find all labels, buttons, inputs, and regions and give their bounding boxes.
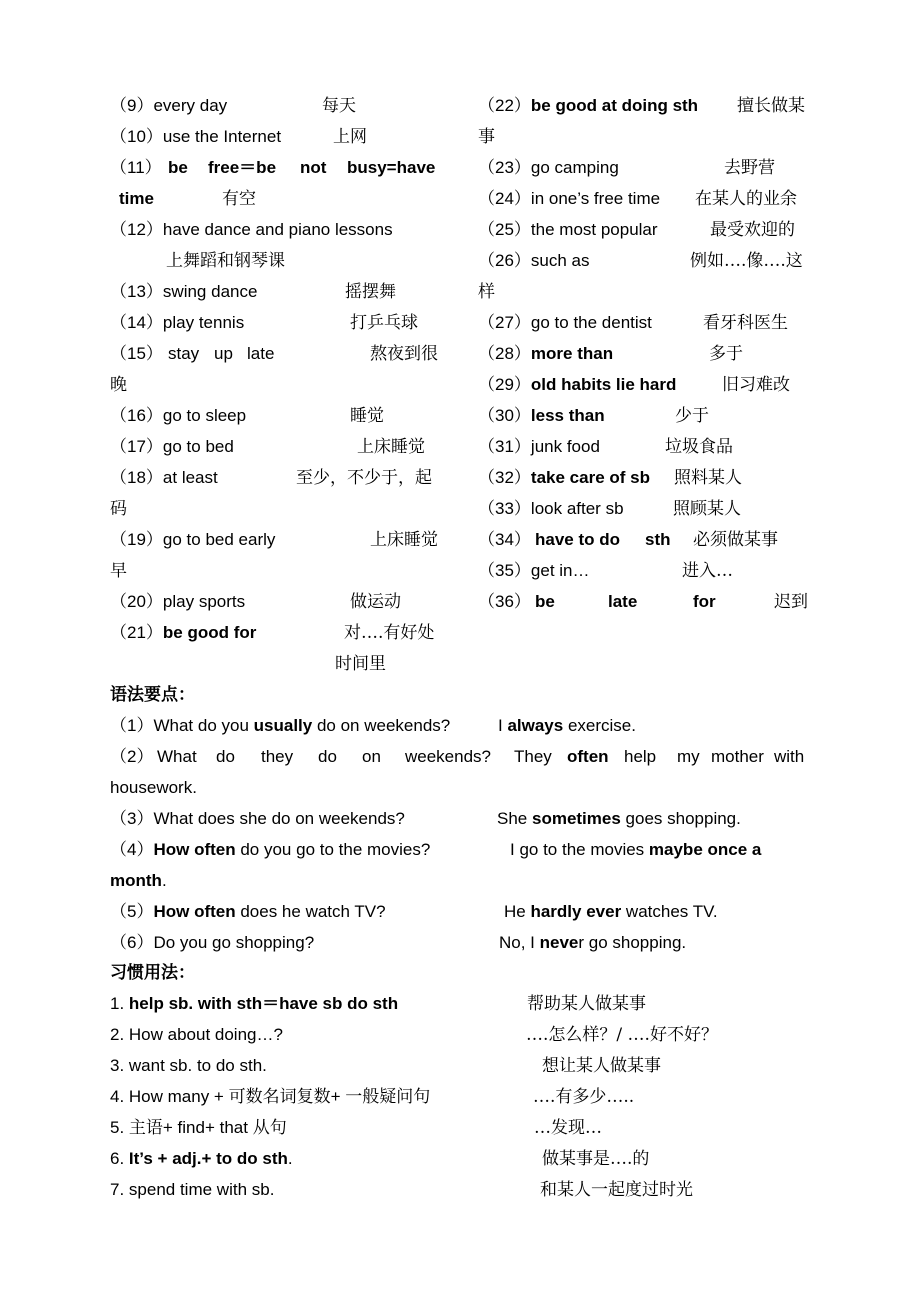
usage-en: . (287, 1149, 293, 1168)
phrase-zh: 上床睡觉 (370, 530, 438, 550)
usage-en: want sb. to do sth. (128, 1056, 267, 1075)
a-text: exercise. (563, 716, 636, 735)
q-word: they (261, 747, 294, 766)
phrase-en: go camping (530, 158, 619, 177)
item-number: （2） (110, 747, 154, 766)
phrase-en: such as (530, 251, 590, 270)
q-text: do on weekends? (312, 716, 451, 735)
phrase-zh-cont: 事 (478, 127, 495, 147)
phrase-zh: 多于 (709, 344, 743, 364)
phrase-en: take care of sb (530, 468, 650, 487)
phrase-zh: 上床睡觉 (357, 437, 425, 457)
vocab-item (478, 530, 531, 550)
phrase-en: the most popular (530, 220, 658, 239)
phrase-zh: 每天 (322, 96, 356, 116)
item-number: （21） (110, 623, 163, 642)
phrase-en-word: up (214, 344, 233, 363)
item-number: 7. (110, 1180, 129, 1199)
usage-en: help sb. with sth＝have sb do sth (128, 994, 399, 1013)
item-number: （10） (110, 127, 163, 146)
phrase-en: old habits lie hard (530, 375, 677, 394)
phrase-en-word: be (168, 158, 188, 177)
a-bold: sometimes (531, 809, 621, 828)
item-number: （25） (478, 220, 531, 239)
a-text: r go shopping. (578, 933, 687, 952)
usage-en: How about doing…? (128, 1025, 283, 1044)
phrase-zh-cont: 早 (110, 561, 127, 581)
usage-zh: 和某人一起度过时光 (540, 1180, 693, 1200)
item-number: （16） (110, 406, 163, 425)
a-text: No, I (499, 933, 540, 952)
phrase-zh: 熬夜到很 (370, 344, 438, 364)
item-number: （4） (110, 840, 154, 859)
phrase-zh: 旧习难改 (722, 375, 790, 395)
item-number: 6. (110, 1149, 129, 1168)
vocab-item (478, 344, 613, 364)
item-number: （19） (110, 530, 163, 549)
item-number: （14） (110, 313, 163, 332)
phrase-zh: 对….有好处 (344, 623, 435, 643)
phrase-en: at least (162, 468, 218, 487)
a-text: He (504, 902, 531, 921)
vocab-item (110, 282, 257, 302)
phrase-en: use the Internet (162, 127, 282, 146)
phrase-zh: 少于 (675, 406, 709, 426)
vocab-item (110, 592, 245, 612)
item-number: 4. (110, 1087, 129, 1106)
phrase-en-cont: time (119, 189, 154, 208)
item-number: （15） (110, 344, 163, 363)
grammar-answer (504, 902, 718, 922)
q-word: weekends? (405, 747, 492, 766)
phrase-zh: 至少，不少于，起 (296, 468, 432, 488)
item-number: （34） (478, 530, 531, 549)
phrase-zh: 例如….像….这 (690, 251, 803, 271)
a-word: often (567, 747, 609, 766)
usage-en: 主语+ find+ that 从句 (128, 1118, 287, 1137)
q-bold: How often (153, 840, 236, 859)
phrase-zh: 照顾某人 (673, 499, 741, 519)
vocab-item (110, 623, 256, 643)
q-text: does he watch TV? (235, 902, 386, 921)
a-bold: month (110, 871, 162, 890)
phrase-en: play sports (162, 592, 246, 611)
grammar-answer (499, 933, 686, 953)
phrase-en-word: for (693, 592, 716, 611)
item-number: （24） (478, 189, 531, 208)
phrase-zh-cont: 晚 (110, 375, 127, 395)
vocab-item (478, 561, 590, 581)
usage-item (110, 1087, 430, 1107)
a-word: mother (711, 747, 764, 766)
phrase-en: in one’s free time (530, 189, 661, 208)
grammar-answer (497, 809, 741, 829)
usage-zh: 帮助某人做某事 (527, 994, 646, 1014)
phrase-en-word: have to do (535, 530, 621, 549)
phrase-zh: 看牙科医生 (703, 313, 788, 333)
usage-item (110, 1118, 287, 1138)
phrase-en: play tennis (162, 313, 245, 332)
a-text: She (497, 809, 532, 828)
vocab-item (478, 313, 652, 333)
a-word: They (514, 747, 552, 766)
phrase-zh: 睡觉 (350, 406, 384, 426)
phrase-zh: 进入… (682, 561, 733, 581)
item-number: （33） (478, 499, 531, 518)
grammar-question (110, 716, 450, 736)
item-number: （18） (110, 468, 163, 487)
vocab-item (110, 344, 163, 364)
item-number: 3. (110, 1056, 129, 1075)
phrase-en: look after sb (530, 499, 624, 518)
vocab-item (478, 189, 660, 209)
phrase-zh: 迟到 (774, 592, 808, 612)
item-number: 1. (110, 994, 129, 1013)
phrase-zh: 照料某人 (674, 468, 742, 488)
vocab-item (478, 158, 619, 178)
q-word: do (216, 747, 235, 766)
vocab-item (110, 127, 281, 147)
item-number: （1） (110, 716, 154, 735)
phrase-zh: 上网 (333, 127, 367, 147)
q-word: on (362, 747, 381, 766)
usage-en: spend time with sb. (128, 1180, 275, 1199)
item-number: （12） (110, 220, 163, 239)
phrase-zh: 有空 (222, 189, 256, 209)
usage-item (110, 1056, 267, 1076)
phrase-en: less than (530, 406, 605, 425)
q-text: Do you go shopping? (153, 933, 315, 952)
section-heading: 习惯用法： (110, 963, 195, 983)
item-number: （11） (110, 158, 162, 177)
phrase-en-word: be (535, 592, 555, 611)
vocab-item (478, 499, 624, 519)
vocab-item (110, 96, 227, 116)
a-bold: hardly ever (530, 902, 622, 921)
phrase-en-word: stay (168, 344, 200, 363)
item-number: （17） (110, 437, 163, 456)
item-number: （31） (478, 437, 531, 456)
grammar-answer-cont (110, 871, 167, 891)
a-text: I go to the movies (510, 840, 649, 859)
a-text: watches TV. (621, 902, 718, 921)
vocab-item (478, 96, 698, 116)
usage-item (110, 1025, 283, 1045)
item-number: （36） (478, 592, 531, 611)
a-word: with (774, 747, 805, 766)
grammar-question (110, 902, 386, 922)
grammar-question (110, 809, 405, 829)
a-text: goes shopping. (620, 809, 741, 828)
phrase-en: be good for (162, 623, 257, 642)
item-number: （9） (110, 96, 154, 115)
phrase-en: go to the dentist (530, 313, 652, 332)
item-number: （27） (478, 313, 531, 332)
usage-zh: ….有多少….. (533, 1087, 635, 1107)
q-text: What do you (153, 716, 254, 735)
item-number: （23） (478, 158, 531, 177)
phrase-zh: 在某人的业余 (695, 189, 797, 209)
phrase-en: more than (530, 344, 614, 363)
usage-zh: …发现… (534, 1118, 602, 1138)
phrase-zh-cont: 时间里 (335, 654, 386, 674)
phrase-zh: 最受欢迎的 (710, 220, 795, 240)
item-number: 5. (110, 1118, 129, 1137)
vocab-item (110, 530, 275, 550)
phrase-en: every day (153, 96, 228, 115)
a-text: . (161, 871, 167, 890)
vocab-item (478, 437, 600, 457)
phrase-en-word: free＝be (208, 158, 277, 177)
a-cont: housework. (110, 778, 197, 797)
phrase-zh-cont: 样 (478, 282, 495, 302)
phrase-zh: 垃圾食品 (665, 437, 733, 457)
phrase-en: junk food (530, 437, 600, 456)
phrase-en: be good at doing sth (530, 96, 699, 115)
q-text: do you go to the movies? (235, 840, 431, 859)
phrase-en-word: late (247, 344, 275, 363)
a-bold: always (507, 716, 564, 735)
phrase-en: get in… (530, 561, 590, 580)
vocab-item (478, 592, 531, 612)
a-text: I (498, 716, 508, 735)
phrase-zh: 做运动 (350, 592, 401, 612)
item-number: （22） (478, 96, 531, 115)
phrase-zh: 打乒乓球 (350, 313, 418, 333)
item-number: （28） (478, 344, 531, 363)
vocab-item (110, 220, 393, 240)
section-heading: 语法要点： (110, 685, 195, 705)
usage-zh: ….怎么样？/ ….好不好？ (526, 1025, 718, 1045)
a-word: my (677, 747, 700, 766)
usage-item (110, 994, 398, 1014)
vocab-item (478, 251, 590, 271)
phrase-en-word: sth (645, 530, 671, 549)
usage-zh: 做某事是….的 (542, 1149, 650, 1169)
usage-en: How many + 可数名词复数+ 一般疑问句 (128, 1087, 431, 1106)
vocab-item (110, 158, 162, 178)
phrase-zh: 擅长做某 (737, 96, 805, 116)
item-number: （6） (110, 933, 154, 952)
a-word: help (624, 747, 657, 766)
a-bold: neve (539, 933, 579, 952)
vocab-item (110, 437, 234, 457)
item-number: （29） (478, 375, 531, 394)
q-word: do (318, 747, 337, 766)
phrase-zh: 上舞蹈和钢琴课 (166, 251, 285, 271)
usage-en: It’s + adj.+ to do sth (128, 1149, 288, 1168)
phrase-zh: 必须做某事 (693, 530, 778, 550)
phrase-zh: 摇摆舞 (345, 282, 396, 302)
item-number: （32） (478, 468, 531, 487)
vocab-item (110, 313, 244, 333)
usage-zh: 想让某人做某事 (542, 1056, 661, 1076)
grammar-question (110, 933, 314, 953)
phrase-en: go to sleep (162, 406, 247, 425)
a-bold: maybe once a (648, 840, 762, 859)
phrase-zh-cont: 码 (110, 499, 127, 519)
vocab-item (110, 468, 218, 488)
vocab-item (478, 406, 605, 426)
item-number: （35） (478, 561, 531, 580)
usage-item (110, 1180, 274, 1200)
item-number: （26） (478, 251, 531, 270)
phrase-en-word: busy=have (347, 158, 436, 177)
phrase-en: go to bed early (162, 530, 276, 549)
phrase-en: swing dance (162, 282, 258, 301)
item-number: （13） (110, 282, 163, 301)
q-bold: usually (253, 716, 313, 735)
item-number: （3） (110, 809, 154, 828)
vocab-item (110, 406, 246, 426)
grammar-question (110, 840, 430, 860)
phrase-en: have dance and piano lessons (162, 220, 393, 239)
vocab-item (478, 375, 676, 395)
item-number: 2. (110, 1025, 129, 1044)
phrase-en-word: not (300, 158, 327, 177)
item-number: （20） (110, 592, 163, 611)
q-text: What does she do on weekends? (153, 809, 405, 828)
q-bold: How often (153, 902, 236, 921)
vocab-item (478, 468, 650, 488)
item-number: （5） (110, 902, 154, 921)
phrase-zh: 去野营 (724, 158, 775, 178)
grammar-answer (510, 840, 761, 860)
vocab-item (478, 220, 658, 240)
phrase-en: go to bed (162, 437, 234, 456)
grammar-answer (498, 716, 636, 736)
usage-item (110, 1149, 293, 1169)
item-number: （30） (478, 406, 531, 425)
q-word: What (157, 747, 197, 766)
phrase-en-word: late (608, 592, 638, 611)
